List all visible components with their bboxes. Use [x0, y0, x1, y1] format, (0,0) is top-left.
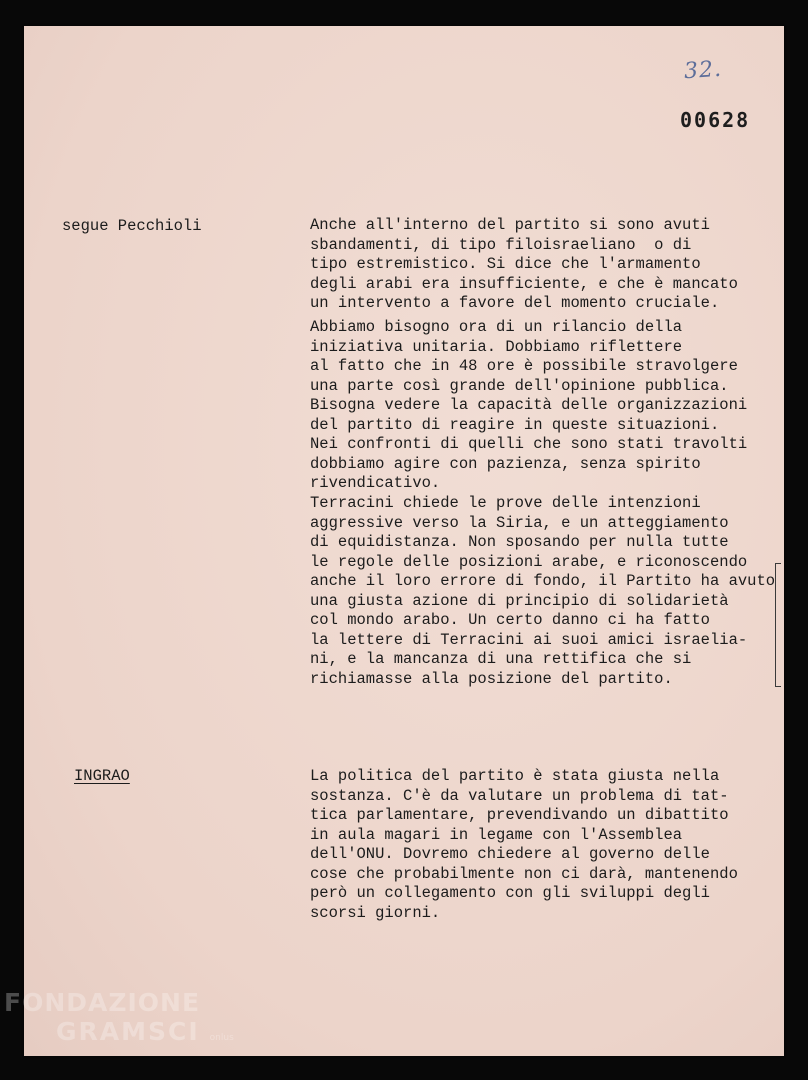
paragraph-pecchioli-2: [310, 318, 780, 494]
paragraph-pecchioli-1: [310, 216, 780, 314]
document-number: 00628: [680, 108, 751, 132]
text-line: la lettere di Terracini ai suoi amici israelia-: [310, 630, 748, 649]
text-line: dell'ONU. Dovremo chiedere al governo delle: [310, 845, 710, 863]
watermark-line-2: [56, 1019, 234, 1044]
text-line: Terracini chiede le prove delle intenzioni: [310, 494, 701, 512]
text-line: col mondo arabo. Un certo danno ci ha fatto: [310, 611, 710, 629]
text-line: La politica del partito è stata giusta nella: [310, 767, 720, 785]
speaker-label-ingrao: INGRAO: [74, 767, 130, 785]
text-line: al fatto che in 48 ore è possibile stravolgere: [310, 357, 738, 375]
text-line: tipo estremistico. Si dice che l'armamento: [310, 255, 701, 273]
text-line: degli arabi era insufficiente, e che è mancato: [310, 274, 738, 293]
text-line: le regole delle posizioni arabe, e riconoscendo: [310, 552, 748, 571]
watermark-line-1: FONDAZIONE: [4, 988, 201, 1017]
text-line: però un collegamento con gli sviluppi degli: [310, 884, 710, 902]
text-line: sostanza. C'è da valutare un problema di tat-: [310, 786, 729, 805]
text-line: ni, e la mancanza di una rettifica che si: [310, 650, 692, 668]
text-line: richiamasse alla posizione del partito.: [310, 669, 673, 688]
speaker-label-pecchioli: segue Pecchioli: [62, 217, 202, 235]
text-line: Abbiamo bisogno ora di un rilancio della: [310, 318, 683, 336]
text-line: aggressive verso la Siria, e un atteggiamento: [310, 513, 729, 532]
text-line: tica parlamentare, prevendivando un dibattito: [310, 806, 729, 824]
watermark-sub: onlus: [209, 1033, 234, 1043]
text-line: anche il loro errore di fondo, il Partito ha avuto: [310, 572, 776, 590]
text-line: iniziativa unitaria. Dobbiamo riflettere: [310, 337, 683, 356]
margin-bracket: [775, 563, 781, 687]
watermark-line-2-text: GRAMSCI: [56, 1017, 200, 1046]
text-line: del partito di reagire in queste situazioni.: [310, 415, 720, 434]
text-line: un intervento a favore del momento cruciale.: [310, 294, 720, 312]
handwritten-page-number: 32.: [683, 56, 723, 85]
text-line: in aula magari in legame con l'Assemblea: [310, 825, 683, 844]
text-line: rivendicativo.: [310, 474, 441, 492]
text-line: cose che probabilmente non ci darà, mantenendo: [310, 864, 738, 883]
fondazione-gramsci-watermark: [4, 990, 234, 1044]
text-line: una giusta azione di principio di solidarietà: [310, 591, 729, 610]
text-line: di equidistanza. Non sposando per nulla tutte: [310, 533, 729, 551]
paragraph-pecchioli-3: [310, 494, 780, 689]
text-line: una parte così grande dell'opinione pubblica.: [310, 376, 729, 395]
text-line: scorsi giorni.: [310, 903, 441, 922]
text-line: Bisogna vedere la capacità delle organizzazioni: [310, 396, 748, 414]
text-line: Nei confronti di quelli che sono stati travolti: [310, 435, 748, 453]
text-line: sbandamenti, di tipo filoisraeliano o di: [310, 235, 692, 254]
text-line: Anche all'interno del partito si sono avuti: [310, 216, 710, 234]
paragraph-ingrao-1: [310, 767, 780, 923]
text-line: dobbiamo agire con pazienza, senza spirito: [310, 454, 701, 473]
